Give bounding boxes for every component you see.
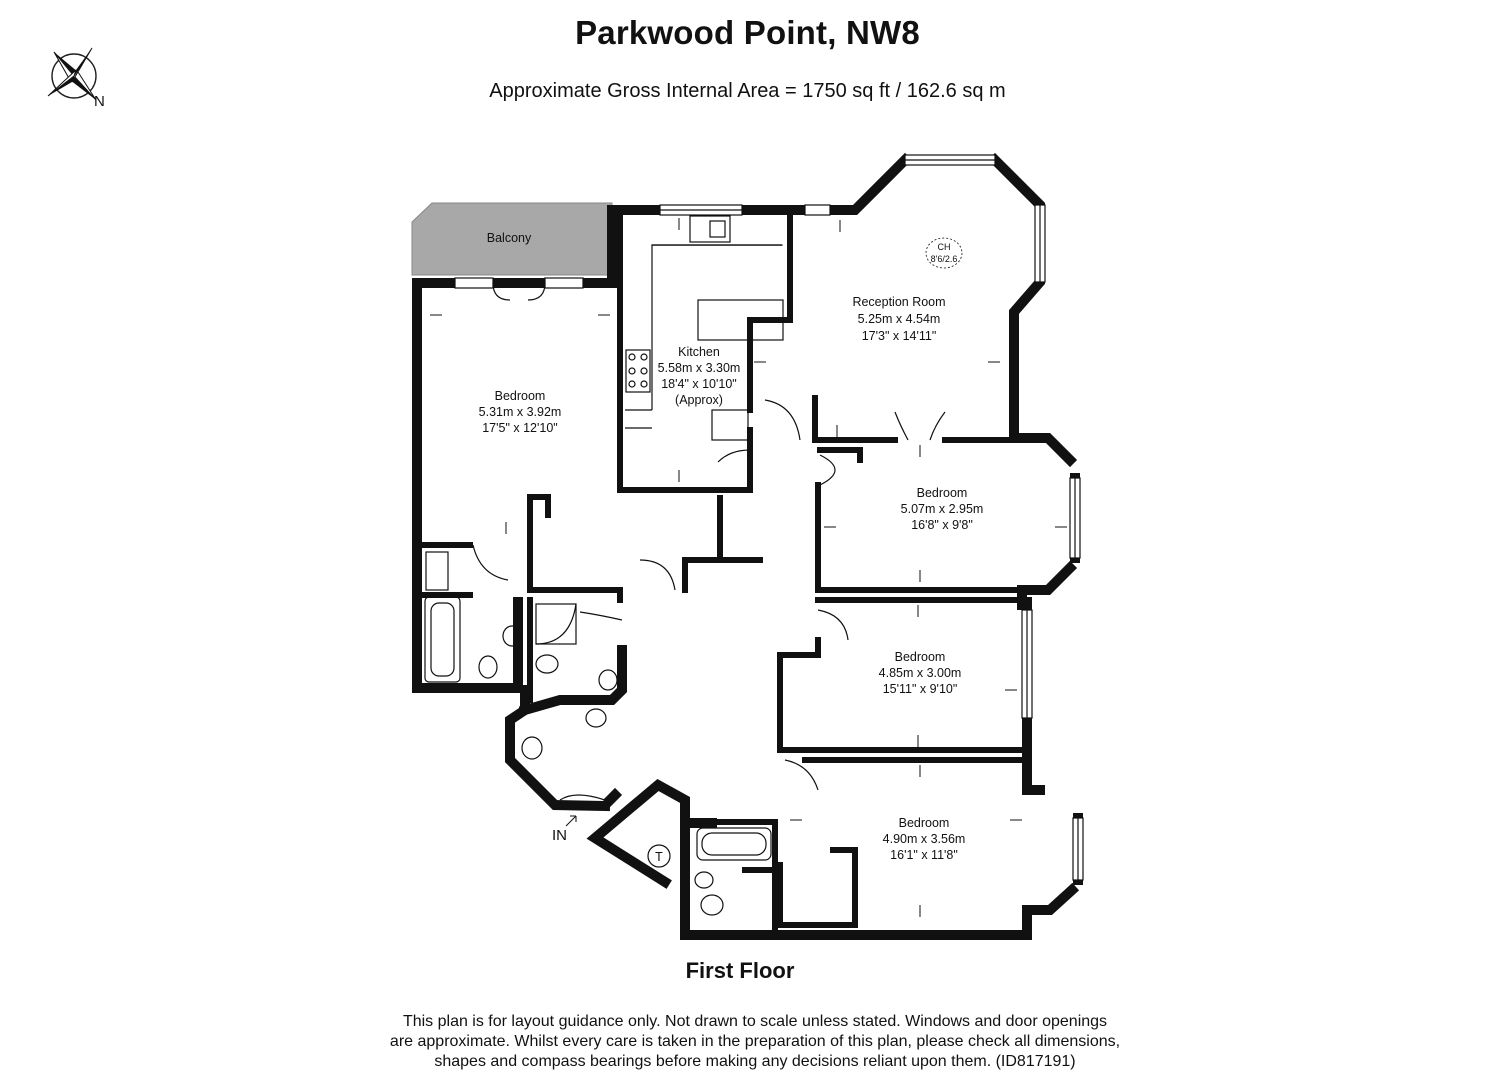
compass-north-label: N	[94, 93, 105, 110]
area-subtitle: Approximate Gross Internal Area = 1750 sq ft / 162.6 sq m	[489, 80, 1006, 102]
ceiling-height-label: CH	[937, 242, 951, 252]
kitchen-metric: 5.58m x 3.30m	[657, 361, 741, 375]
kitchen-note: (Approx)	[675, 393, 723, 407]
bedroom-east1-imperial: 16'8" x 9'8"	[911, 518, 973, 532]
reception-name: Reception Room	[852, 295, 946, 309]
bedroom-south-imperial: 16'1" x 11'8"	[890, 848, 958, 862]
disclaimer	[330, 1012, 1180, 1072]
bathroom-fixtures	[425, 552, 771, 915]
bedroom-west-imperial: 17'5" x 12'10"	[482, 421, 558, 435]
kitchen-imperial: 18'4" x 10'10"	[661, 377, 737, 391]
bedroom-west-metric: 5.31m x 3.92m	[478, 405, 562, 419]
walls	[417, 160, 1078, 935]
floor-label: First Floor	[685, 958, 795, 983]
balcony-label: Balcony	[486, 231, 532, 245]
entrance-label: IN	[552, 827, 567, 844]
bedroom-east2-name: Bedroom	[894, 650, 946, 664]
page-title: Parkwood Point, NW8	[575, 14, 920, 51]
bedroom-south-metric: 4.90m x 3.56m	[882, 832, 966, 846]
bedroom-south-name: Bedroom	[898, 816, 950, 830]
bedroom-east2-metric: 4.85m x 3.00m	[878, 666, 962, 680]
bedroom-west-name: Bedroom	[494, 389, 546, 403]
reception-metric: 5.25m x 4.54m	[857, 312, 941, 326]
kitchen-name: Kitchen	[678, 345, 720, 359]
ceiling-height-value: 8'6/2.6	[930, 254, 958, 264]
disclaimer-line-2: are approximate. Whilst every care is taken in the preparation of this plan, please check all dimensions,	[389, 1033, 1121, 1050]
tank-label: T	[655, 850, 663, 864]
reception-imperial: 17'3" x 14'11"	[861, 329, 937, 343]
disclaimer-line-1: This plan is for layout guidance only. Not drawn to scale unless stated. Windows and door openings	[402, 1013, 1108, 1030]
disclaimer-line-3: shapes and compass bearings before making any decisions reliant upon them. (ID817191)	[434, 1053, 1076, 1070]
bedroom-east1-metric: 5.07m x 2.95m	[900, 502, 984, 516]
bedroom-east1-name: Bedroom	[916, 486, 968, 500]
entrance-arrow-icon	[566, 816, 576, 826]
bedroom-east2-imperial: 15'11" x 9'10"	[882, 682, 958, 696]
